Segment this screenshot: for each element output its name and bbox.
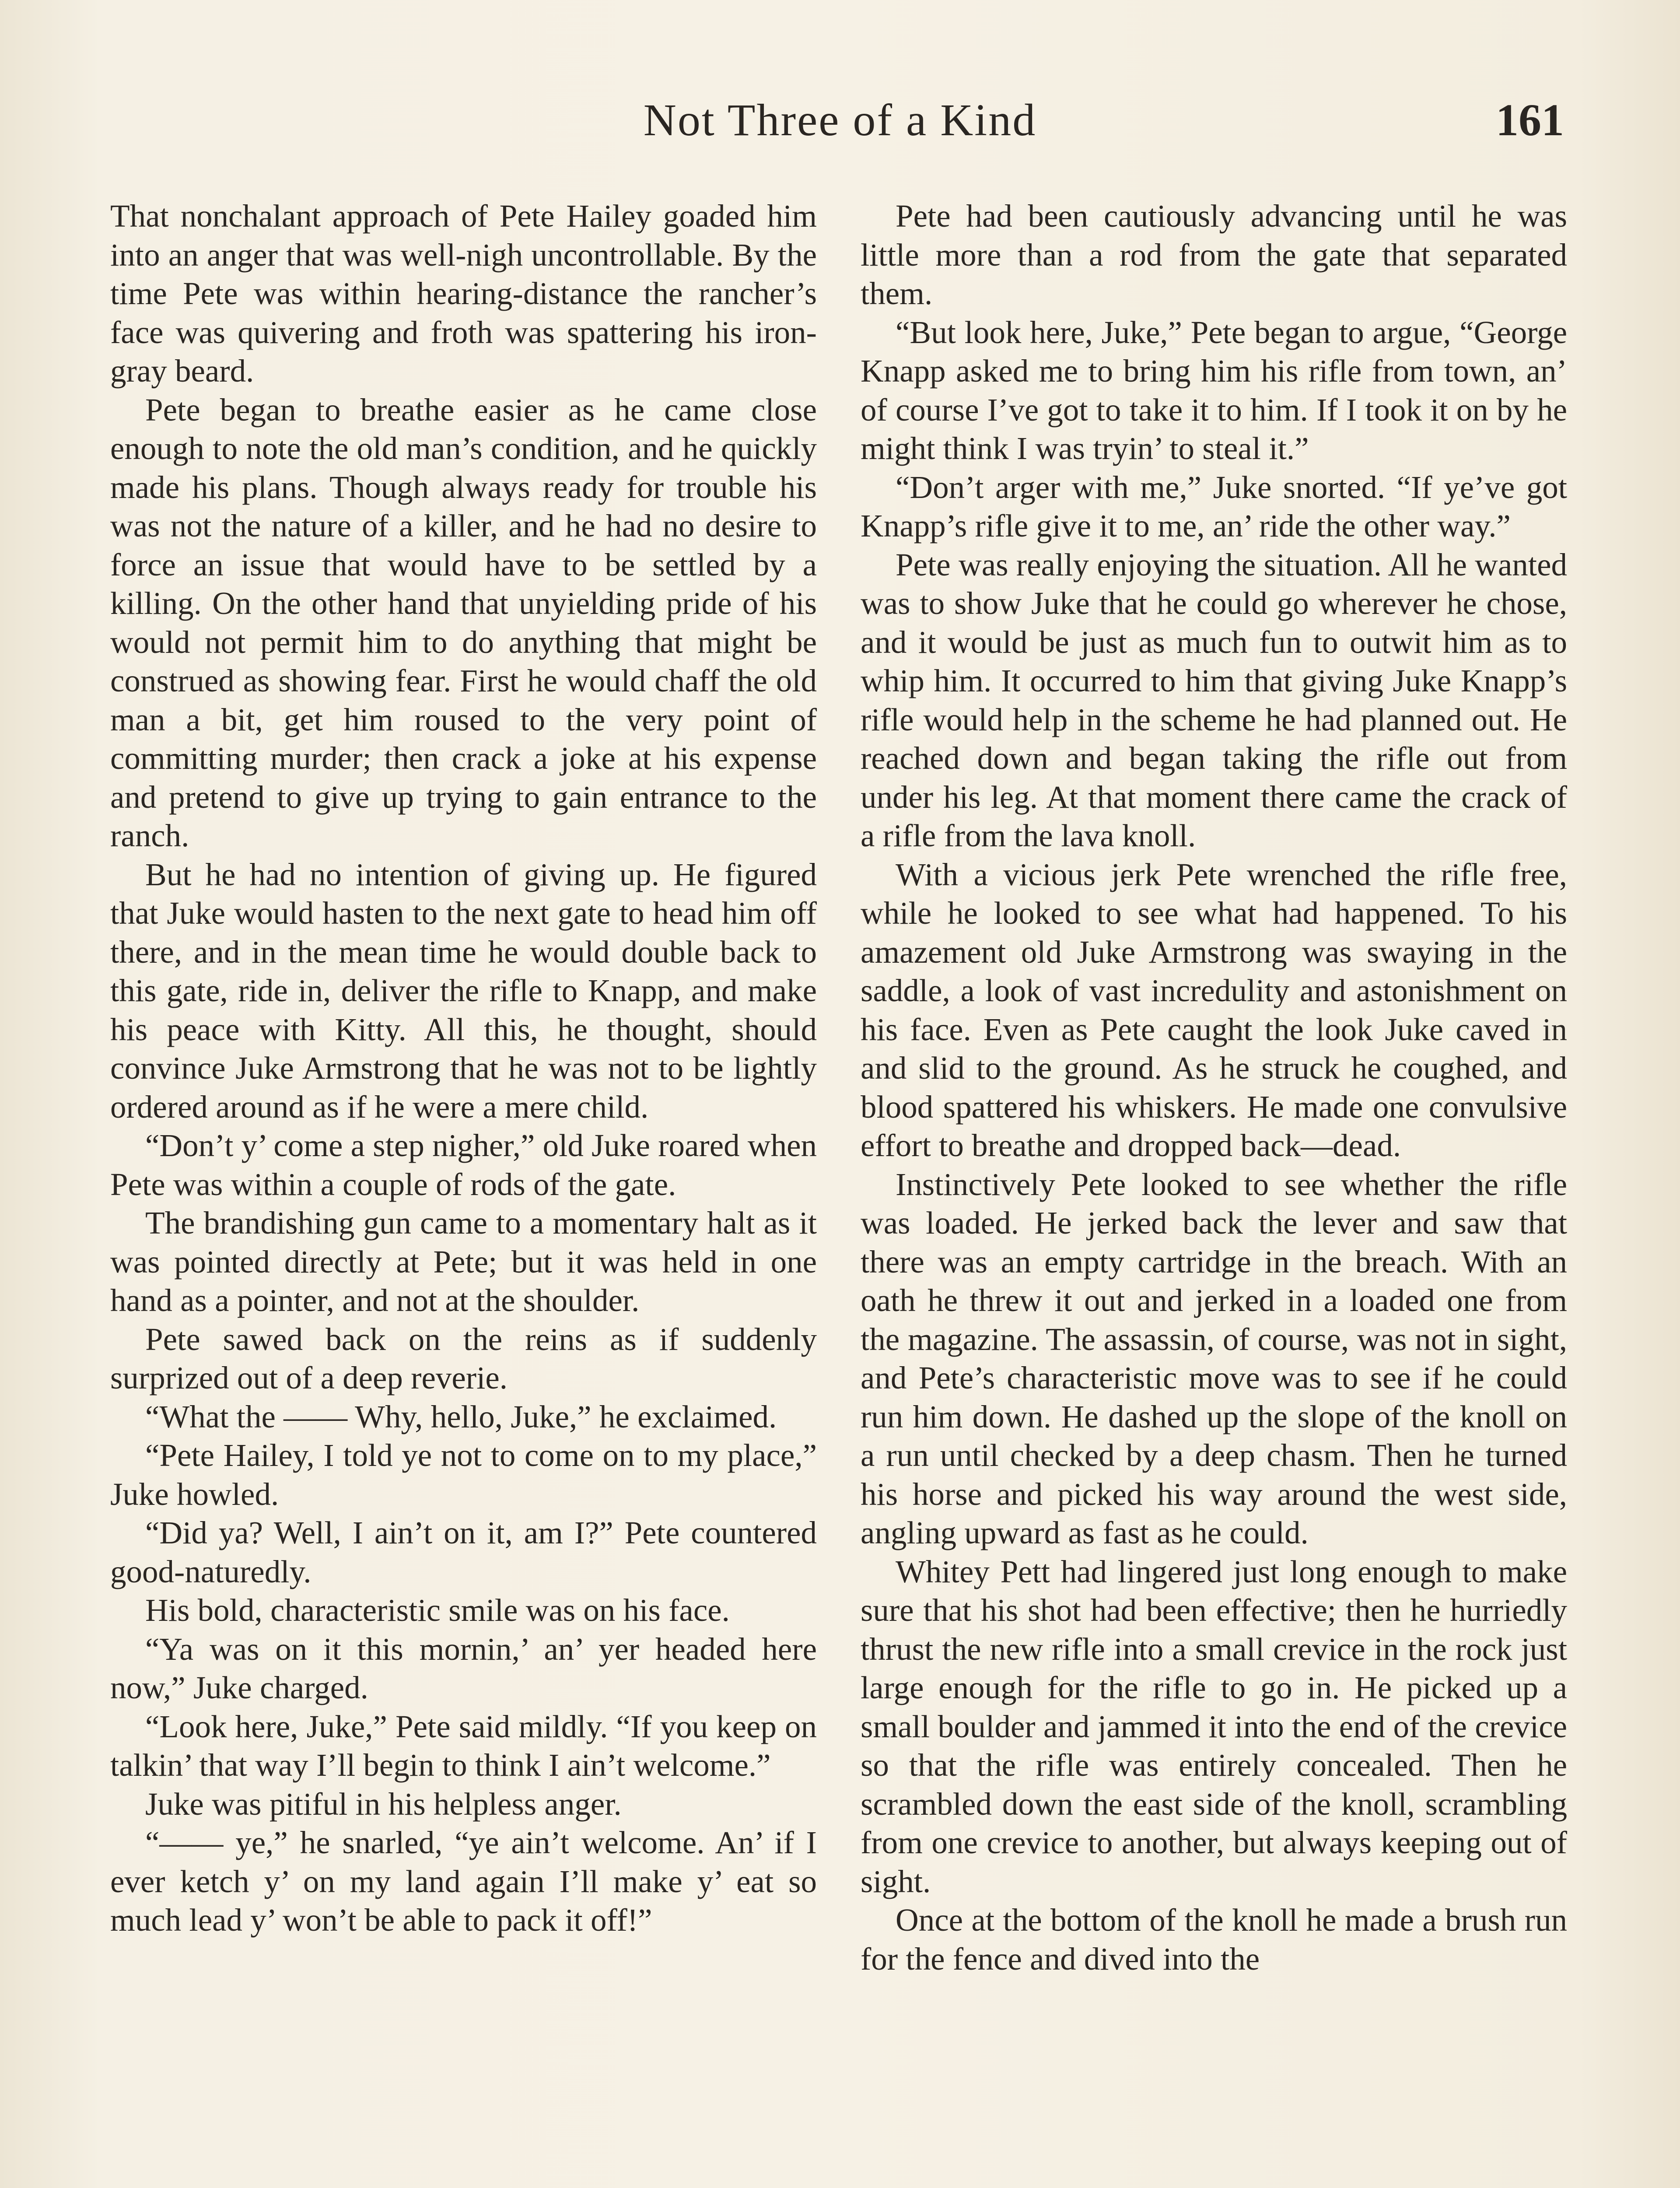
paragraph: Whitey Pett had lingered just long enough to make sure that his shot had been effective; then he hurriedly thrust the new rifle into a small crevice in the rock just large enough for the rifle to go in. He picked up a small boulder and jammed it into the end of the crevice so that the rifle was entirely concealed. Then he scrambled down the east side of the knoll, scrambling from one crevice to another, but always keeping out of sight. bbox=[861, 1553, 1567, 1899]
paragraph: Instinctively Pete looked to see whether the rifle was loaded. He jerked back the lever and saw that there was an empty cartridge in the breach. With an oath he threw it out and jerked in a loaded one from the magazine. The assassin, of course, was not in sight, and Pete’s characteristic move was to see if he could run him down. He dashed up the slope of the knoll on a run until checked by a deep chasm. Then he turned his horse and picked his way around the west side, angling upward as fast as he could. bbox=[861, 1166, 1567, 1550]
paragraph: Pete sawed back on the reins as if suddenly surprized out of a deep reverie. bbox=[110, 1321, 817, 1396]
paragraph: Pete had been cautiously advancing until he was little more than a rod from the gate that separated them. bbox=[861, 198, 1567, 311]
paragraph: “Ya was on it this mornin,’ an’ yer headed here now,” Juke charged. bbox=[110, 1631, 817, 1705]
paragraph: The brandishing gun came to a momentary halt as it was pointed directly at Pete; but it was held in one hand as a pointer, and not at the shoulder. bbox=[110, 1205, 817, 1318]
page-number: 161 bbox=[1496, 95, 1564, 145]
paragraph: His bold, characteristic smile was on his face. bbox=[145, 1592, 730, 1628]
right-column bbox=[861, 197, 1567, 1978]
paragraph: “Look here, Juke,” Pete said mildly. “If you keep on talkin’ that way I’ll begin to think I ain’t welcome.” bbox=[110, 1708, 817, 1783]
paragraph: “Did ya? Well, I ain’t on it, am I?” Pete countered good-naturedly. bbox=[110, 1515, 817, 1589]
paragraph: But he had no intention of giving up. He figured that Juke would hasten to the next gate to head him off there, and in the mean time he would double back to this gate, ride in, deliver the rifle to Knapp, and make his peace with Kitty. All this, he thought, should convince Juke Armstrong that he was not to be lightly ordered around as if he were a mere child. bbox=[110, 856, 817, 1125]
paragraph: “—— ye,” he snarled, “ye ain’t welcome. An’ if I ever ketch y’ on my land again I’ll make y’ eat so much lead y’ won’t be able to pack it off!” bbox=[110, 1825, 817, 1938]
paragraph: With a vicious jerk Pete wrenched the rifle free, while he looked to see what had happened. To his amazement old Juke Armstrong was swaying in the saddle, a look of vast incredulity and astonishment on his face. Even as Pete caught the look Juke caved in and slid to the ground. As he struck he coughed, and blood spattered his whiskers. He made one convulsive effort to breathe and dropped back—dead. bbox=[861, 856, 1567, 1163]
running-title: Not Three of a Kind bbox=[643, 95, 1037, 145]
paragraph: Pete was really enjoying the situation. All he wanted was to show Juke that he could go wherever he chose, and it would be just as much fun to outwit him as to whip him. It occurred to him that giving Juke Knapp’s rifle would help in the scheme he had planned out. He reached down and began taking the rifle out from under his leg. At that moment there came the crack of a rifle from the lava knoll. bbox=[861, 547, 1567, 853]
paragraph: “Pete Hailey, I told ye not to come on to my place,” Juke howled. bbox=[110, 1438, 817, 1512]
left-column bbox=[110, 197, 817, 1940]
text-columns bbox=[110, 197, 1574, 2188]
paragraph: “Don’t arger with me,” Juke snorted. “If ye’ve got Knapp’s rifle give it to me, an’ ride the other way.” bbox=[861, 469, 1567, 543]
paragraph: “What the —— Why, hello, Juke,” he exclaimed. bbox=[145, 1399, 777, 1434]
paragraph: Pete began to breathe easier as he came close enough to note the old man’s condition, and he quickly made his plans. Though always ready for trouble his was not the nature of a killer, and he had no desire to force an issue that would have to be settled by a killing. On the other hand that unyielding pride of his would not permit him to do anything that might be construed as showing fear. First he would chaff the old man a bit, get him roused to the very point of committing murder; then crack a joke at his expense and pretend to give up trying to gain entrance to the ranch. bbox=[110, 392, 817, 853]
paragraph: That nonchalant approach of Pete Hailey goaded him into an anger that was well-nigh uncontrollable. By the time Pete was within hearing-distance the rancher’s face was quivering and froth was spattering his iron-gray beard. bbox=[110, 198, 817, 389]
paragraph: Once at the bottom of the knoll he made a brush run for the fence and dived into the bbox=[861, 1902, 1567, 1977]
paragraph: “But look here, Juke,” Pete began to argue, “George Knapp asked me to bring him his rifle from town, an’ of course I’ve got to take it to him. If I took it on by he might think I was tryin’ to steal it.” bbox=[861, 314, 1567, 466]
running-head bbox=[0, 94, 1680, 160]
paragraph: Juke was pitiful in his helpless anger. bbox=[145, 1786, 622, 1822]
paragraph: “Don’t y’ come a step nigher,” old Juke roared when Pete was within a couple of rods of the gate. bbox=[110, 1128, 817, 1202]
